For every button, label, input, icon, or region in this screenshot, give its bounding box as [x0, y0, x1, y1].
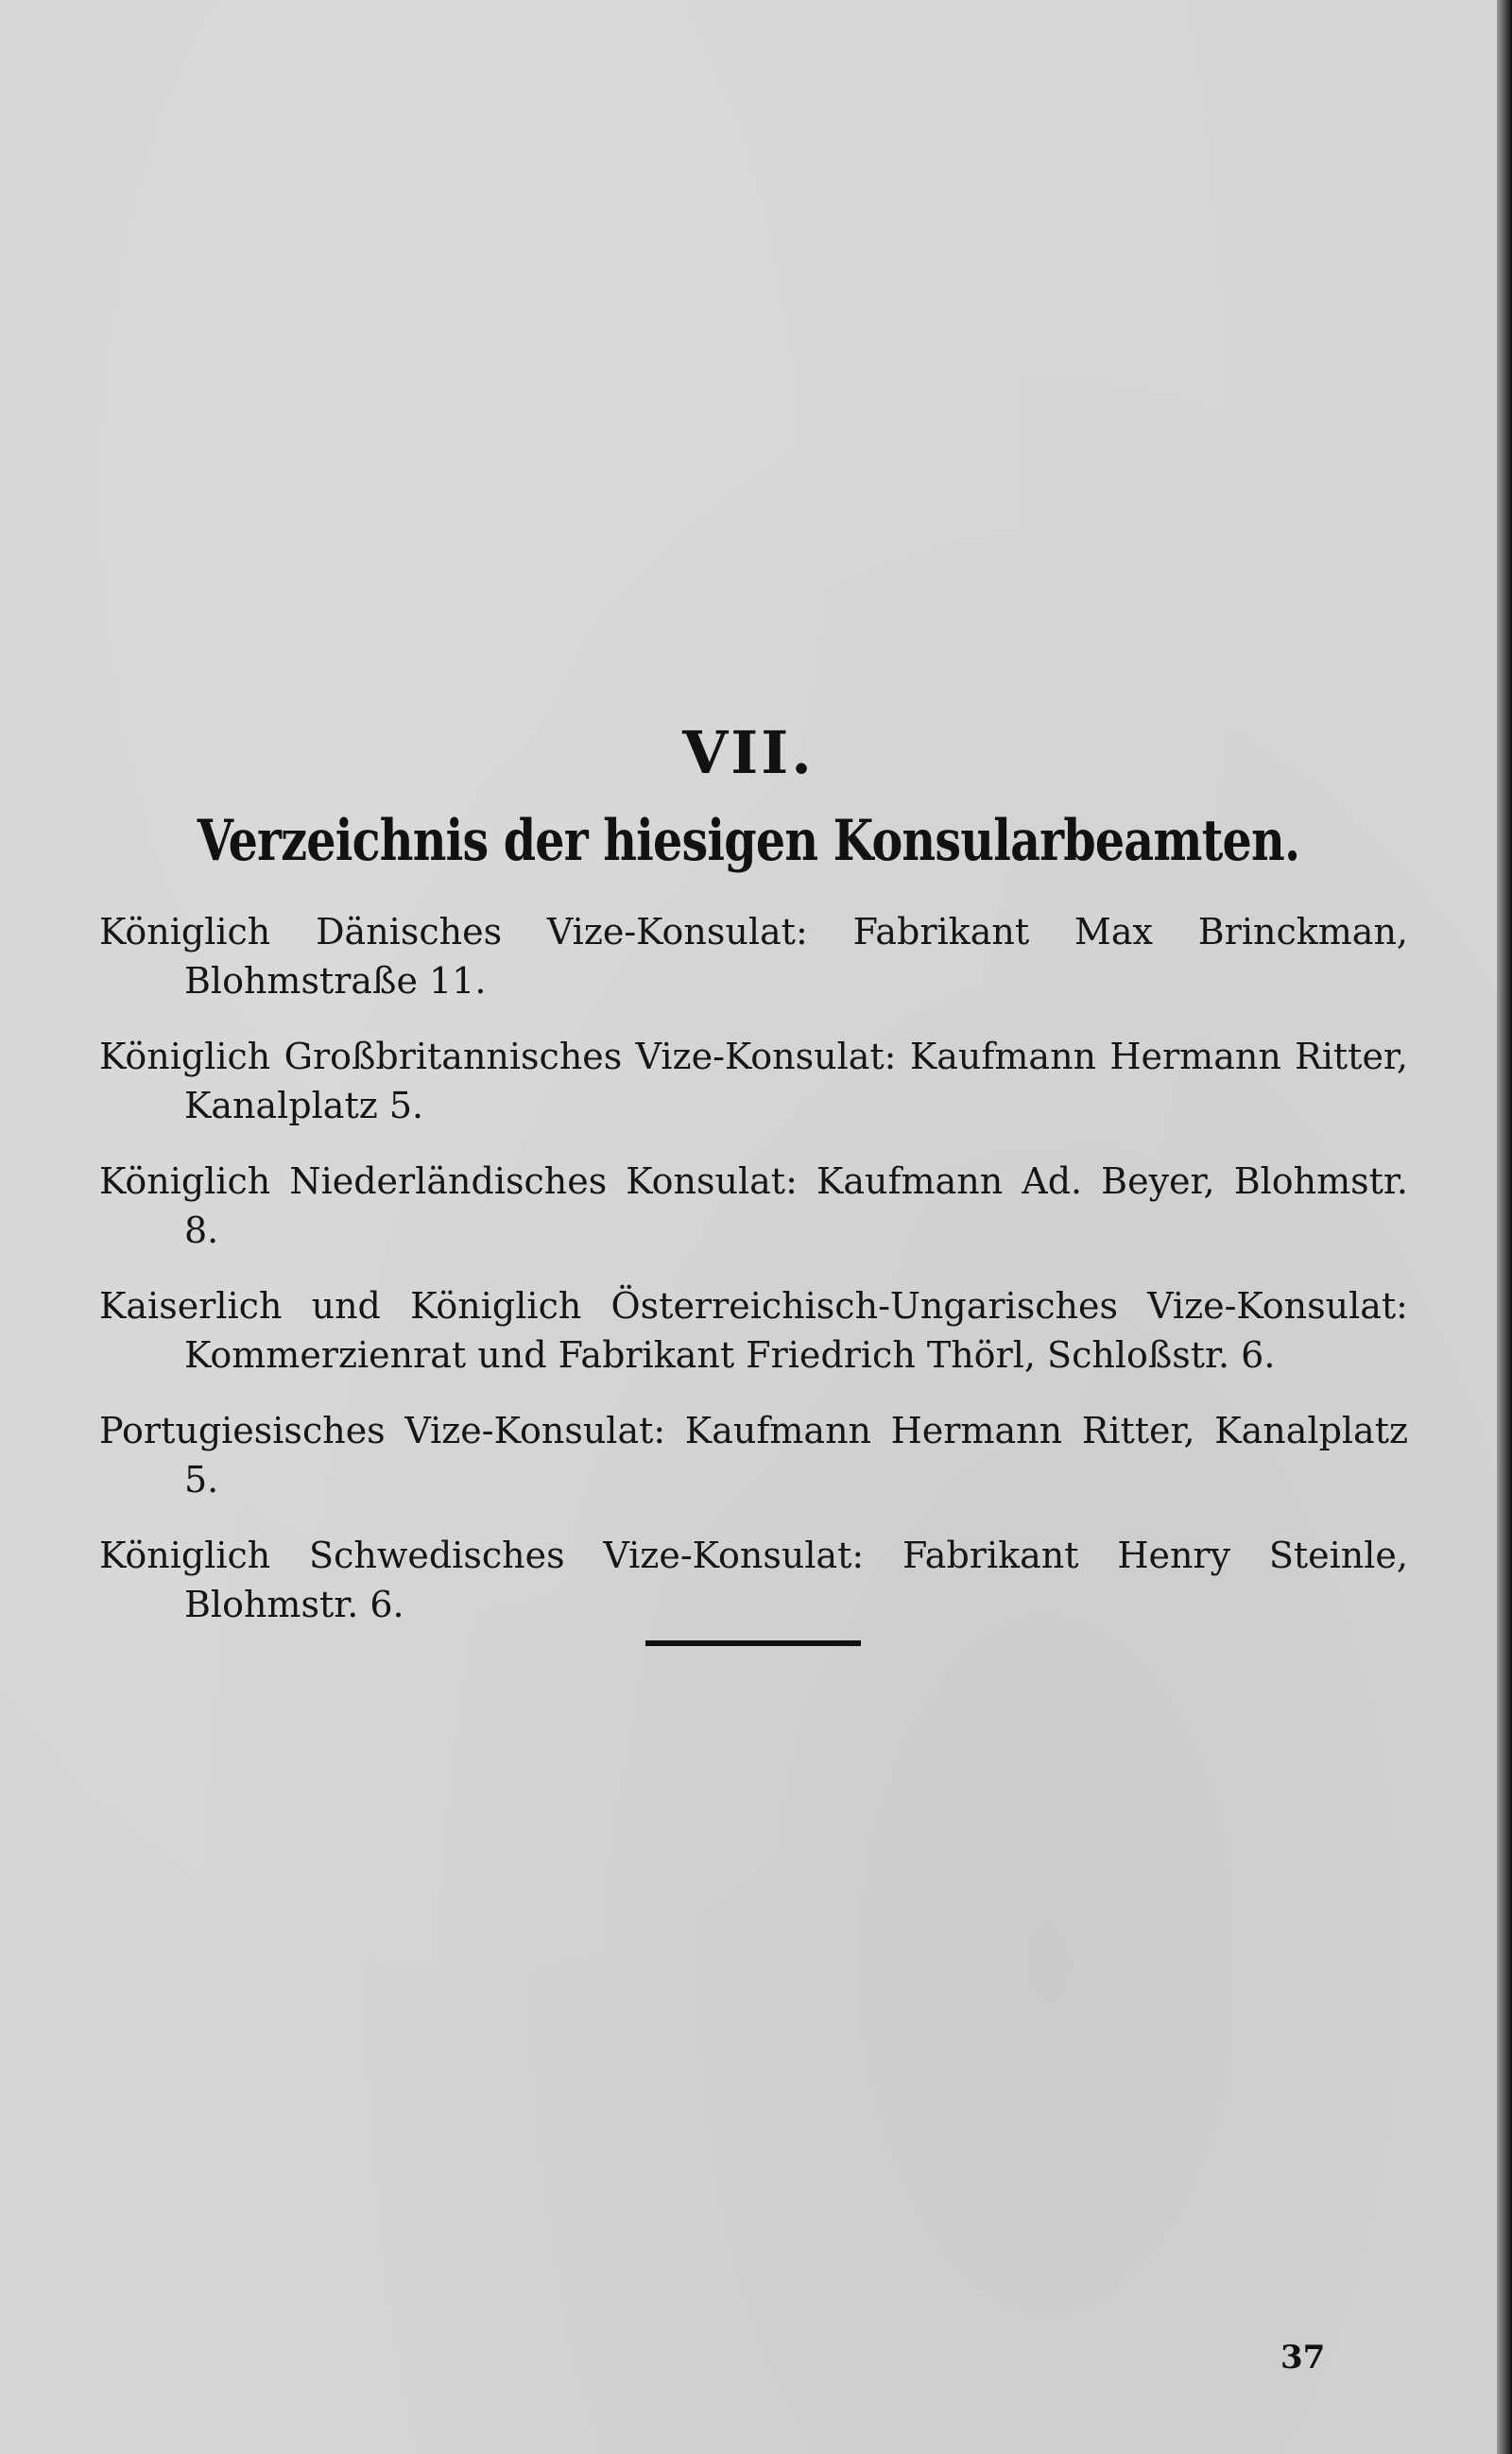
chapter-title: Verzeichnis der hiesigen Konsularbeamten. [197, 808, 1300, 874]
chapter-number: VII. [682, 718, 815, 787]
consul-entry-great-britain: Königlich Großbritannisches Vize-Konsulat: Kaufmann Hermann Ritter, Kanalplatz 5. [99, 1036, 1408, 1126]
consul-list [99, 907, 1408, 1656]
consul-entry-austria-hungary: Kaiserlich und Königlich Österreichisch-Ungarisches Vize-Konsulat: Kommerzienrat und Fabrikant Friedrich Thörl, Schloßstr. 6. [99, 1285, 1408, 1376]
consul-entry-sweden: Königlich Schwedisches Vize-Konsulat: Fabrikant Henry Steinle, Blohmstr. 6. [99, 1535, 1408, 1625]
consul-entry-portugal: Portugiesisches Vize-Konsulat: Kaufmann Hermann Ritter, Kanalplatz 5. [99, 1410, 1408, 1501]
page-edge-shadow [1497, 0, 1512, 2454]
section-divider [645, 1640, 861, 1646]
consul-entry-denmark: Königlich Dänisches Vize-Konsulat: Fabrikant Max Brinckman, Blohmstraße 11. [99, 911, 1408, 1002]
consul-entry-netherlands: Königlich Niederländisches Konsulat: Kaufmann Ad. Beyer, Blohmstr. 8. [99, 1160, 1408, 1251]
page-number: 37 [1280, 2339, 1326, 2377]
